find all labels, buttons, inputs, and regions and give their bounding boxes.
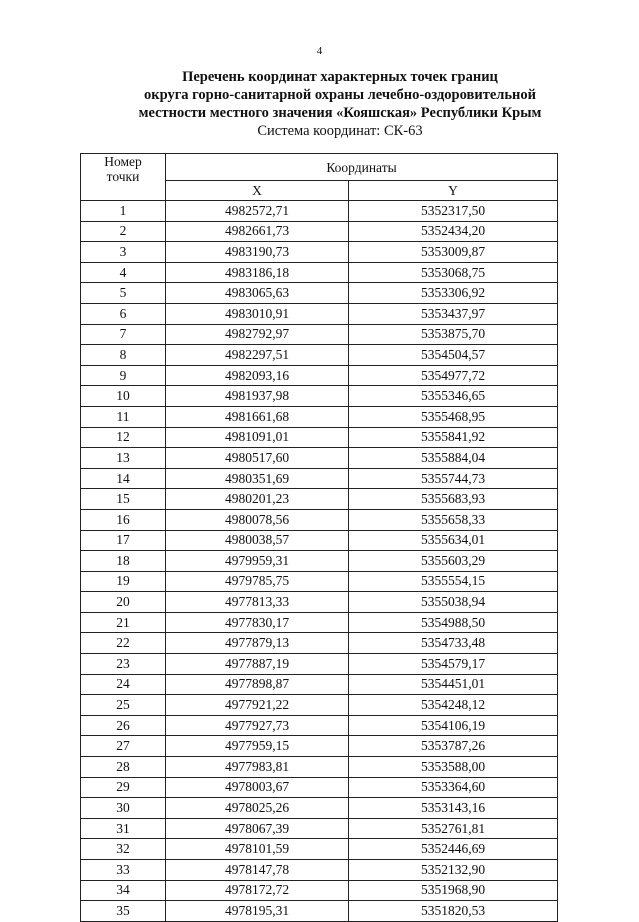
- point-number-cell: 35: [81, 901, 166, 922]
- y-coordinate-cell: 5353068,75: [349, 262, 558, 283]
- x-coordinate-cell: 4977879,13: [166, 633, 349, 654]
- point-number-cell: 2: [81, 221, 166, 242]
- point-number-cell: 5: [81, 283, 166, 304]
- y-coordinate-cell: 5355841,92: [349, 427, 558, 448]
- point-number-cell: 1: [81, 201, 166, 222]
- y-coordinate-cell: 5354106,19: [349, 715, 558, 736]
- point-number-cell: 16: [81, 509, 166, 530]
- y-coordinate-cell: 5355038,94: [349, 592, 558, 613]
- y-coordinate-cell: 5354988,50: [349, 612, 558, 633]
- table-row: [81, 736, 558, 757]
- x-coordinate-cell: 4978147,78: [166, 860, 349, 881]
- point-number-cell: 34: [81, 880, 166, 901]
- x-coordinate-cell: 4978003,67: [166, 777, 349, 798]
- y-coordinate-cell: 5353143,16: [349, 798, 558, 819]
- table-row: [81, 633, 558, 654]
- table-row: [81, 839, 558, 860]
- table-row: [81, 242, 558, 263]
- table-row: [81, 695, 558, 716]
- y-coordinate-cell: 5355744,73: [349, 468, 558, 489]
- coordinate-system: Система координат: СК-63: [257, 123, 423, 139]
- table-row: [81, 509, 558, 530]
- point-number-cell: 10: [81, 386, 166, 407]
- point-number-cell: 19: [81, 571, 166, 592]
- y-coordinate-cell: 5354733,48: [349, 633, 558, 654]
- y-coordinate-cell: 5354248,12: [349, 695, 558, 716]
- x-coordinate-cell: 4982093,16: [166, 365, 349, 386]
- point-number-cell: 25: [81, 695, 166, 716]
- table-row: [81, 303, 558, 324]
- y-coordinate-cell: 5354504,57: [349, 345, 558, 366]
- y-coordinate-cell: 5354977,72: [349, 365, 558, 386]
- point-number-cell: 21: [81, 612, 166, 633]
- coordinates-table-body: [81, 201, 558, 922]
- x-coordinate-cell: 4977813,33: [166, 592, 349, 613]
- point-number-cell: 12: [81, 427, 166, 448]
- title-line-2: округа горно-санитарной охраны лечебно-оздоровительной: [143, 87, 537, 103]
- title-line-1: Перечень координат характерных точек границ: [182, 69, 498, 85]
- table-row: [81, 757, 558, 778]
- table-row: [81, 880, 558, 901]
- table-row: [81, 448, 558, 469]
- point-number-cell: 26: [81, 715, 166, 736]
- y-coordinate-cell: 5353306,92: [349, 283, 558, 304]
- table-row: [81, 221, 558, 242]
- table-row: [81, 468, 558, 489]
- table-row: [81, 674, 558, 695]
- y-coordinate-cell: 5353787,26: [349, 736, 558, 757]
- x-coordinate-cell: 4977927,73: [166, 715, 349, 736]
- x-coordinate-cell: 4980201,23: [166, 489, 349, 510]
- x-coordinate-cell: 4981937,98: [166, 386, 349, 407]
- table-row: [81, 860, 558, 881]
- point-number-cell: 11: [81, 406, 166, 427]
- table-row: [81, 798, 558, 819]
- point-number-cell: 32: [81, 839, 166, 860]
- point-number-cell: 23: [81, 654, 166, 675]
- point-number-cell: 33: [81, 860, 166, 881]
- table-row: [81, 612, 558, 633]
- x-coordinate-cell: 4979785,75: [166, 571, 349, 592]
- point-number-cell: 22: [81, 633, 166, 654]
- point-number-cell: 8: [81, 345, 166, 366]
- table-row: [81, 592, 558, 613]
- y-coordinate-cell: 5355346,65: [349, 386, 558, 407]
- x-coordinate-cell: 4977898,87: [166, 674, 349, 695]
- table-row: [81, 262, 558, 283]
- point-number-cell: 24: [81, 674, 166, 695]
- point-number-cell: 7: [81, 324, 166, 345]
- table-row: [81, 427, 558, 448]
- point-number-cell: 9: [81, 365, 166, 386]
- x-coordinate-cell: 4982297,51: [166, 345, 349, 366]
- y-coordinate-cell: 5352446,69: [349, 839, 558, 860]
- table-row: [81, 386, 558, 407]
- x-coordinate-cell: 4982661,73: [166, 221, 349, 242]
- table-row: [81, 489, 558, 510]
- y-coordinate-cell: 5352434,20: [349, 221, 558, 242]
- x-coordinate-cell: 4980078,56: [166, 509, 349, 530]
- point-number-cell: 20: [81, 592, 166, 613]
- x-coordinate-cell: 4978067,39: [166, 818, 349, 839]
- table-row: [81, 571, 558, 592]
- point-number-cell: 29: [81, 777, 166, 798]
- x-coordinate-cell: 4983010,91: [166, 303, 349, 324]
- x-coordinate-cell: 4978172,72: [166, 880, 349, 901]
- point-number-cell: 15: [81, 489, 166, 510]
- header-x: X: [166, 181, 349, 201]
- y-coordinate-cell: 5351968,90: [349, 880, 558, 901]
- table-row: [81, 324, 558, 345]
- x-coordinate-cell: 4977830,17: [166, 612, 349, 633]
- point-number-cell: 14: [81, 468, 166, 489]
- table-row: [81, 345, 558, 366]
- y-coordinate-cell: 5353588,00: [349, 757, 558, 778]
- table-row: [81, 654, 558, 675]
- y-coordinate-cell: 5355683,93: [349, 489, 558, 510]
- y-coordinate-cell: 5355468,95: [349, 406, 558, 427]
- table-row: [81, 283, 558, 304]
- y-coordinate-cell: 5352132,90: [349, 860, 558, 881]
- x-coordinate-cell: 4977983,81: [166, 757, 349, 778]
- point-number-cell: 31: [81, 818, 166, 839]
- table-row: [81, 715, 558, 736]
- header-coordinates: Координаты: [166, 154, 558, 181]
- y-coordinate-cell: 5353009,87: [349, 242, 558, 263]
- header-point-number-line2: точки: [106, 169, 140, 184]
- x-coordinate-cell: 4980038,57: [166, 530, 349, 551]
- y-coordinate-cell: 5354579,17: [349, 654, 558, 675]
- x-coordinate-cell: 4978025,26: [166, 798, 349, 819]
- y-coordinate-cell: 5353437,97: [349, 303, 558, 324]
- y-coordinate-cell: 5355603,29: [349, 551, 558, 572]
- point-number-cell: 18: [81, 551, 166, 572]
- point-number-cell: 6: [81, 303, 166, 324]
- page-number: 4: [316, 45, 323, 57]
- x-coordinate-cell: 4981091,01: [166, 427, 349, 448]
- table-row: [81, 406, 558, 427]
- x-coordinate-cell: 4983190,73: [166, 242, 349, 263]
- x-coordinate-cell: 4982572,71: [166, 201, 349, 222]
- point-number-cell: 28: [81, 757, 166, 778]
- y-coordinate-cell: 5353364,60: [349, 777, 558, 798]
- y-coordinate-cell: 5354451,01: [349, 674, 558, 695]
- table-row: [81, 365, 558, 386]
- y-coordinate-cell: 5355554,15: [349, 571, 558, 592]
- x-coordinate-cell: 4977887,19: [166, 654, 349, 675]
- x-coordinate-cell: 4980351,69: [166, 468, 349, 489]
- x-coordinate-cell: 4979959,31: [166, 551, 349, 572]
- x-coordinate-cell: 4978101,59: [166, 839, 349, 860]
- header-point-number-line1: Номер: [104, 154, 142, 169]
- table-row: [81, 551, 558, 572]
- point-number-cell: 30: [81, 798, 166, 819]
- y-coordinate-cell: 5352317,50: [349, 201, 558, 222]
- y-coordinate-cell: 5353875,70: [349, 324, 558, 345]
- x-coordinate-cell: 4977921,22: [166, 695, 349, 716]
- y-coordinate-cell: 5351820,53: [349, 901, 558, 922]
- x-coordinate-cell: 4982792,97: [166, 324, 349, 345]
- y-coordinate-cell: 5352761,81: [349, 818, 558, 839]
- coordinates-table: [80, 153, 558, 922]
- y-coordinate-cell: 5355884,04: [349, 448, 558, 469]
- title-line-3: местности местного значения «Кояшская» Республики Крым: [138, 105, 542, 121]
- table-row: [81, 777, 558, 798]
- document-title: [80, 68, 600, 140]
- x-coordinate-cell: 4983065,63: [166, 283, 349, 304]
- header-y: Y: [349, 181, 558, 201]
- point-number-cell: 27: [81, 736, 166, 757]
- table-row: [81, 901, 558, 922]
- point-number-cell: 3: [81, 242, 166, 263]
- table-row: [81, 201, 558, 222]
- header-point-number: [81, 154, 166, 201]
- point-number-cell: 4: [81, 262, 166, 283]
- table-row: [81, 530, 558, 551]
- x-coordinate-cell: 4981661,68: [166, 406, 349, 427]
- x-coordinate-cell: 4978195,31: [166, 901, 349, 922]
- y-coordinate-cell: 5355658,33: [349, 509, 558, 530]
- x-coordinate-cell: 4980517,60: [166, 448, 349, 469]
- x-coordinate-cell: 4983186,18: [166, 262, 349, 283]
- point-number-cell: 17: [81, 530, 166, 551]
- x-coordinate-cell: 4977959,15: [166, 736, 349, 757]
- table-row: [81, 818, 558, 839]
- y-coordinate-cell: 5355634,01: [349, 530, 558, 551]
- point-number-cell: 13: [81, 448, 166, 469]
